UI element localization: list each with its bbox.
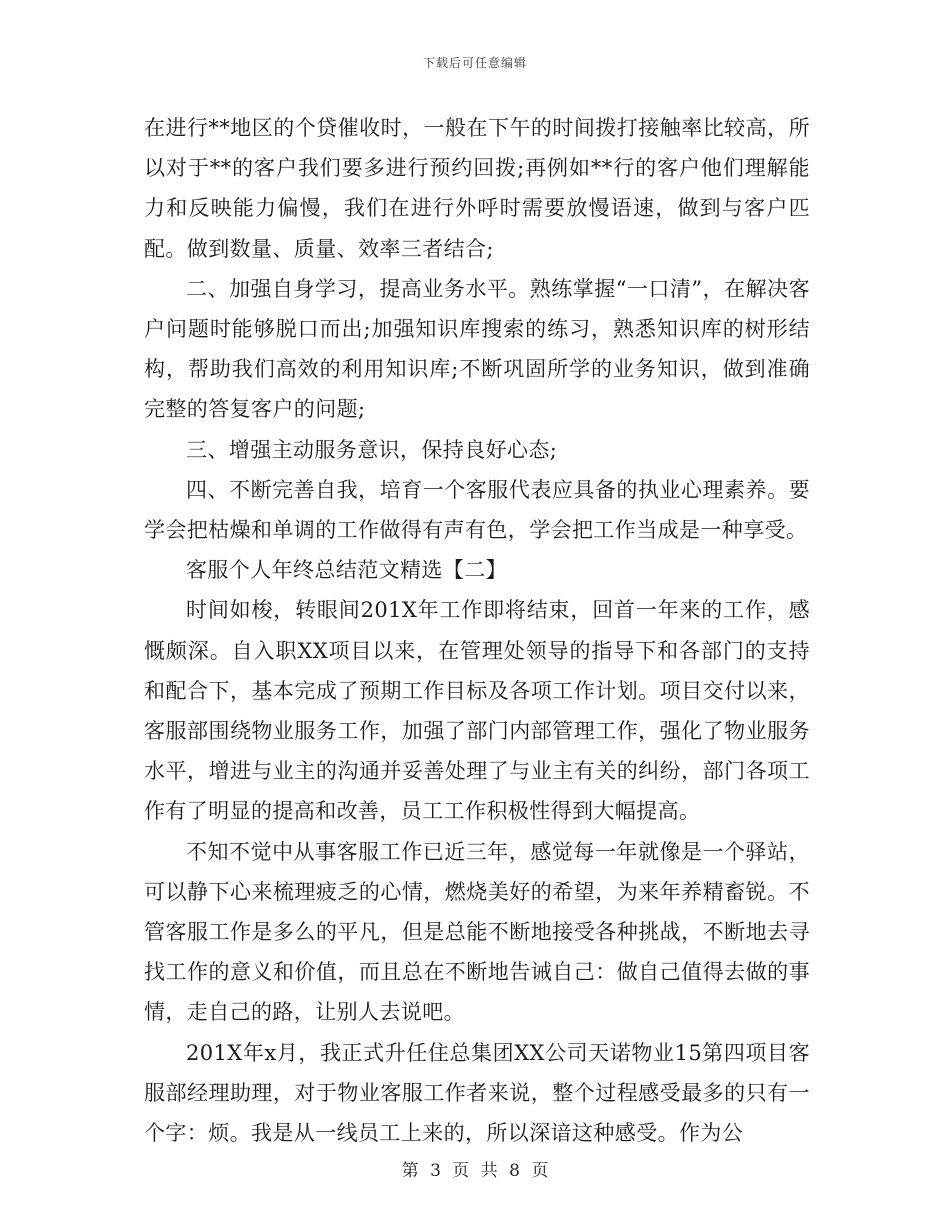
- paragraph-promotion: 201X年x月，我正式升任住总集团XX公司天诺物业15第四项目客服部经理助理，对于物业客服工作者来说，整个过程感受最多的只有一个字：烦。我是从一线员工上来的，所以深谙这种感受。作为公: [144, 1040, 810, 1146]
- paragraph-year-review: 时间如梭，转眼间201X年工作即将结束，回首一年来的工作，感慨颇深。自入职XX项目以来，在管理处领导的指导下和各部门的支持和配合下，基本完成了预期工作目标及各项工作计划。项目交付以来，客服部围绕物业服务工作，加强了部门内部管理工作，强化了物业服务水平，增进与业主的沟通并妥善处理了与业主有关的纠纷，部门各项工作有了明显的提高和改善，员工工作积极性得到大幅提高。: [144, 598, 810, 824]
- page-number-footer: 第 3 页 共 8 页: [401, 1161, 549, 1181]
- section-heading: 客服个人年终总结范文精选【二】: [186, 558, 507, 583]
- paragraph-service-awareness: 三、增强主动服务意识，保持良好心态;: [186, 437, 558, 462]
- document-body: [144, 108, 810, 1153]
- paragraph-self-study: 二、加强自身学习，提高业务水平。熟练掌握“一口清”，在解决客户问题时能够脱口而出;加强知识库搜索的练习，熟悉知识库的树形结构，帮助我们高效的利用知识库;不断巩固所学的业务知识，做到准确完整的答复客户的问题;: [144, 276, 810, 422]
- paragraph-self-improvement: 四、不断完善自我，培育一个客服代表应具备的执业心理素养。要学会把枯燥和单调的工作做得有声有色，学会把工作当成是一种享受。: [144, 477, 810, 543]
- page-header: 下载后可任意编辑: [422, 56, 527, 70]
- paragraph-three-years: 不知不觉中从事客服工作已近三年，感觉每一年就像是一个驿站，可以静下心来梳理疲乏的心情，燃烧美好的希望，为来年养精畜锐。不管客服工作是多么的平凡，但是总能不断地接受各种挑战，不断地去寻找工作的意义和价值，而且总在不断地告诫自己：做自己值得去做的事情，走自己的路，让别人去说吧。: [144, 839, 810, 1025]
- paragraph-collection-tips: 在进行**地区的个贷催收时，一般在下午的时间拨打接触率比较高，所以对于**的客户我们要多进行预约回拨;再例如**行的客户他们理解能力和反映能力偏慢，我们在进行外呼时需要放慢语速，做到与客户匹配。做到数量、质量、效率三者结合;: [144, 116, 810, 261]
